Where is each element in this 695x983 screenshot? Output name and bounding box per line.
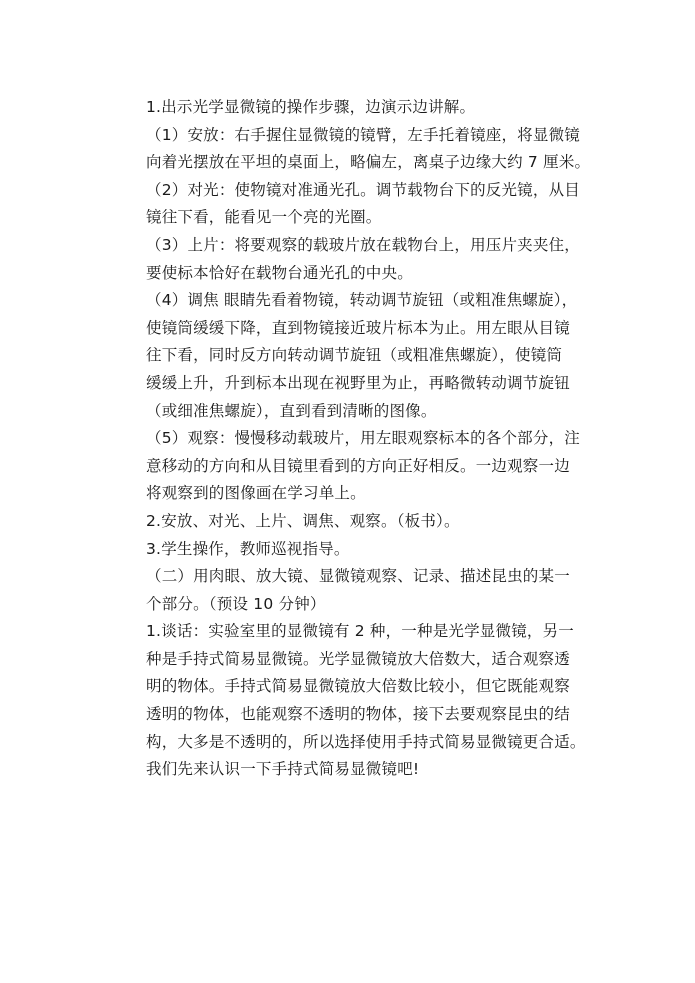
- text-line: 3.学生操作，教师巡视指导。: [146, 539, 350, 558]
- text-line: 使镜筒缓缓下降，直到物镜接近玻片标本为止。用左眼从目镜: [146, 318, 570, 337]
- document-body: [146, 94, 606, 784]
- text-line: （2）对光：使物镜对准通光孔。调节载物台下的反光镜，从目: [146, 180, 580, 199]
- text-line: 缓缓上升，升到标本出现在视野里为止，再略微转动调节旋钮: [146, 373, 570, 392]
- text-line: 向着光摆放在平坦的桌面上，略偏左，离桌子边缘大约 7 厘米。: [146, 153, 591, 172]
- text-line: 往下看，同时反方向转动调节旋钮（或粗准焦螺旋），使镜筒: [146, 346, 563, 365]
- text-line: （5）观察：慢慢移动载玻片，用左眼观察标本的各个部分，注: [146, 429, 580, 448]
- text-line: （3）上片：将要观察的载玻片放在载物台上，用压片夹夹住，: [146, 235, 580, 254]
- text-line: 将观察到的图像画在学习单上。: [146, 484, 366, 503]
- text-line: 1.出示光学显微镜的操作步骤，边演示边讲解。: [146, 98, 476, 116]
- text-line: 意移动的方向和从目镜里看到的方向正好相反。一边观察一边: [146, 456, 570, 475]
- text-line: 个部分。（预设 10 分钟）: [146, 594, 326, 613]
- text-line: 2.安放、对光、上片、调焦、观察。（板书）。: [146, 511, 460, 530]
- text-line: （或细准焦螺旋），直到看到清晰的图像。: [146, 401, 437, 420]
- text-line: （二）用肉眼、放大镜、显微镜观察、记录、描述昆虫的某一: [146, 567, 570, 586]
- text-line: 透明的物体，也能观察不透明的物体，接下去要观察昆虫的结: [146, 705, 570, 724]
- text-line: 构，大多是不透明的，所以选择使用手持式简易显微镜更合适。: [146, 732, 586, 751]
- text-line: （4）调焦 眼睛先看着物镜，转动调节旋钮（或粗准焦螺旋），: [146, 291, 578, 310]
- text-line: 1.谈话：实验室里的显微镜有 2 种，一种是光学显微镜，另一: [146, 622, 575, 641]
- text-line: 种是手持式简易显微镜。光学显微镜放大倍数大，适合观察透: [146, 649, 570, 668]
- text-line: 明的物体。手持式简易显微镜放大倍数比较小，但它既能观察: [146, 677, 570, 696]
- text-line: 镜往下看，能看见一个亮的光圈。: [146, 208, 382, 227]
- text-line: 要使标本恰好在载物台通光孔的中央。: [146, 263, 413, 282]
- text-line: （1）安放：右手握住显微镜的镜臂，左手托着镜座，将显微镜: [146, 125, 580, 144]
- text-line: 我们先来认识一下手持式简易显微镜吧!: [146, 760, 420, 779]
